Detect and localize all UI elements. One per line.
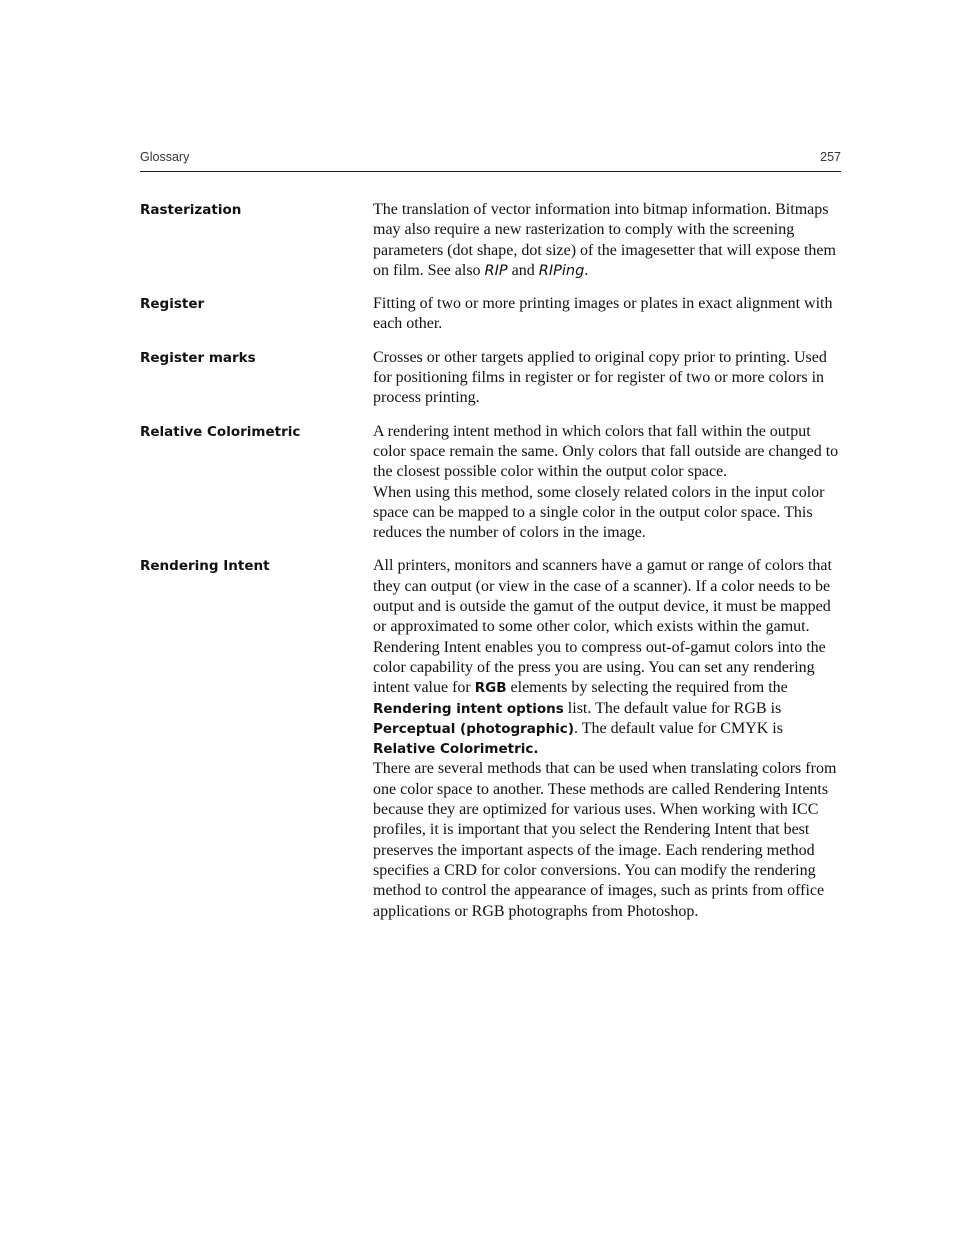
glossary-definition: [373, 348, 842, 409]
glossary-term: Relative Colorimetric: [140, 423, 301, 440]
definition-paragraph: When using this method, some closely related colors in the input color space can be mapped to a single color in the output color space. This reduces the number of colors in the image.: [373, 483, 825, 542]
ui-term-perceptual: Perceptual (photographic): [373, 720, 574, 737]
definition-paragraph: [373, 200, 842, 281]
definition-paragraph: Fitting of two or more printing images or plates in exact alignment with each other.: [373, 295, 833, 333]
definition-text: All printers, monitors and scanners have a gamut or range of colors that they can output (or view in the case of a scanner). If a color needs to be output and is outside the gamut of the output device, it must be mapped or approximated to some other color, which exists within the gamut. Rendering Intent enables you to compress out-of-gamut colors into the color capability of the press you are using. You can set any rendering intent value for: [373, 557, 832, 697]
glossary-definition: [373, 556, 842, 921]
glossary-definition: [373, 200, 842, 281]
glossary-entry-rendering-intent: [140, 556, 842, 921]
glossary-definition: [373, 422, 842, 544]
glossary-entry-relative-colorimetric: [140, 422, 842, 544]
definition-paragraph: There are several methods that can be used when translating colors from one color space to another. These methods are called Rendering Intents because they are optimized for various uses. When working with ICC profiles, it is important that you select the Rendering Intent that best preserves the important aspects of the image. Each rendering method specifies a CRD for color conversions. You can modify the rendering method to control the appearance of images, such as prints from office applications or RGB photographs from Photoshop.: [373, 760, 837, 920]
definition-text: . The default value for CMYK is: [573, 719, 783, 737]
glossary-term: Register marks: [140, 349, 256, 366]
definition-text: .: [584, 261, 589, 279]
definition-text: list. The default value for RGB is: [563, 699, 782, 717]
definition-text: and: [507, 261, 539, 279]
glossary-list: [140, 200, 842, 935]
glossary-term: Rendering Intent: [140, 558, 270, 575]
ui-term-relative-colorimetric: Relative Colorimetric.: [373, 741, 539, 758]
definition-paragraph: Crosses or other targets applied to original copy prior to printing. Used for positioning films in register or for register of two or more colors in process printing.: [373, 348, 827, 407]
glossary-entry-register: [140, 294, 842, 335]
definition-paragraph: A rendering intent method in which colors that fall within the output color space remain the same. Only colors that fall outside are changed to the closest possible color within the output color space.: [373, 422, 839, 481]
definition-paragraph: [373, 556, 842, 759]
cross-reference-riping: RIPing: [538, 262, 585, 279]
page-number: 257: [820, 150, 841, 164]
ui-term-rendering-intent-options: Rendering intent options: [373, 700, 564, 717]
running-header: [140, 150, 841, 172]
glossary-entry-register-marks: [140, 348, 842, 409]
glossary-definition: [373, 294, 842, 335]
glossary-entry-rasterization: [140, 200, 842, 281]
cross-reference-rip: RIP: [484, 262, 508, 279]
glossary-term: Register: [140, 296, 205, 313]
definition-text: elements by selecting the required from the: [506, 679, 788, 697]
glossary-term: Rasterization: [140, 202, 242, 218]
section-title: Glossary: [140, 150, 190, 164]
definition-text: The translation of vector information into bitmap information. Bitmaps may also require a new rasterization to comply with the screening parameters (dot shape, dot size) of the imagesetter that will expose them on film. See also: [373, 201, 836, 279]
ui-term-rgb: RGB: [474, 680, 507, 697]
